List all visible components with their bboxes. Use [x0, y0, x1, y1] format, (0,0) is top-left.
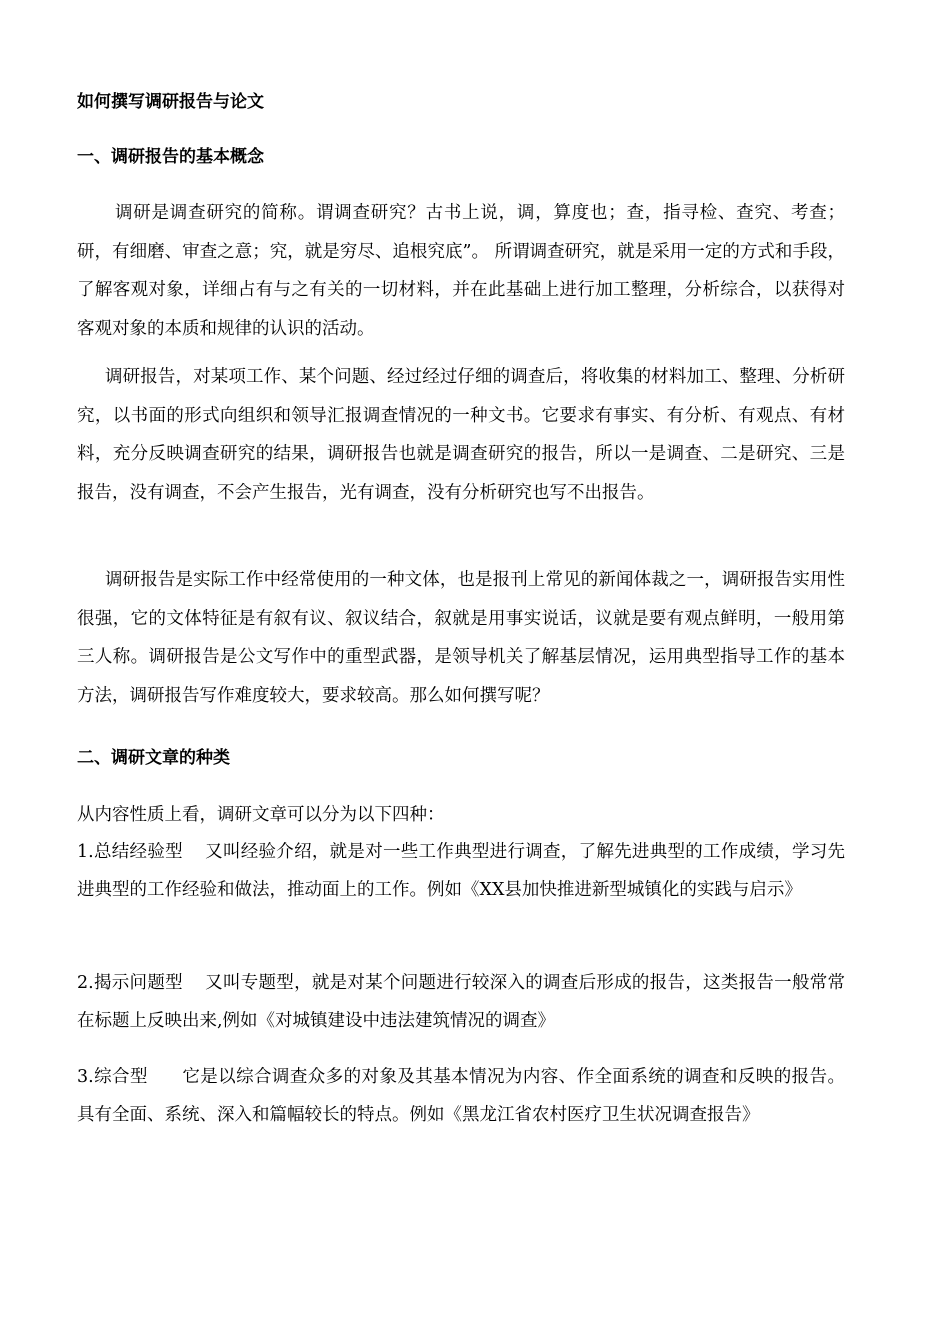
paragraph-report-features: 调研报告是实际工作中经常使用的一种文体，也是报刊上常见的新闻体裁之一，调研报告实用性很强，它的文体特征是有叙有议、叙议结合，叙就是用事实说话，议就是要有观点鲜明，一般用第三人称。调研报告是公文写作中的重型武器，是领导机关了解基层情况，运用典型指导工作的基本方法，调研报告写作难度较大，要求较高。那么如何撰写呢？ — [77, 570, 845, 706]
type-item-text: 又叫经验介绍，就是对一些工作典型进行调查，了解先进典型的工作成绩，学习先进典型的工作经验和做法，推动面上的工作。例如《XX县加快推进新型城镇化的实践与启示》 — [77, 842, 845, 900]
type-item-problem — [77, 964, 845, 1040]
type-item-experience — [77, 833, 845, 909]
document-title: 如何撰写调研报告与论文 — [77, 92, 264, 112]
paragraph-definition: 调研是调查研究的简称。谓调查研究？古书上说，调，算度也；查，指寻检、查究、考查；研，有细磨、审查之意；究，就是穷尽、追根究底”。 所谓调查研究，就是采用一定的方式和手段，了解客观对象，详细占有与之有关的一切材料，并在此基础上进行加工整理，分析综合，以获得对客观对象的本质和规律的认识的活动。 — [77, 203, 845, 339]
type-item-label: 2.揭示问题型 — [77, 973, 183, 993]
type-item-comprehensive — [77, 1058, 845, 1134]
type-item-label: 1.总结经验型 — [77, 842, 183, 862]
type-item-label: 3.综合型 — [77, 1067, 148, 1087]
type-item-text: 又叫专题型，就是对某个问题进行较深入的调查后形成的报告，这类报告一般常常在标题上反映出来,例如《对城镇建设中违法建筑情况的调查》 — [77, 973, 845, 1031]
types-intro: 从内容性质上看，调研文章可以分为以下四种： — [77, 805, 445, 825]
section-heading-types: 二、调研文章的种类 — [77, 748, 230, 768]
paragraph-report-definition: 调研报告，对某项工作、某个问题、经过经过仔细的调查后，将收集的材料加工、整理、分析研究，以书面的形式向组织和领导汇报调查情况的一种文书。它要求有事实、有分析、有观点、有材料，充分反映调查研究的结果，调研报告也就是调查研究的报告，所以一是调查、二是研究、三是报告，没有调查，不会产生报告，光有调查，没有分析研究也写不出报告。 — [77, 367, 845, 503]
type-item-text: 它是以综合调查众多的对象及其基本情况为内容、作全面系统的调查和反映的报告。具有全面、系统、深入和篇幅较长的特点。例如《黑龙江省农村医疗卫生状况调查报告》 — [77, 1067, 845, 1125]
section-heading-basic-concept: 一、调研报告的基本概念 — [77, 147, 264, 167]
